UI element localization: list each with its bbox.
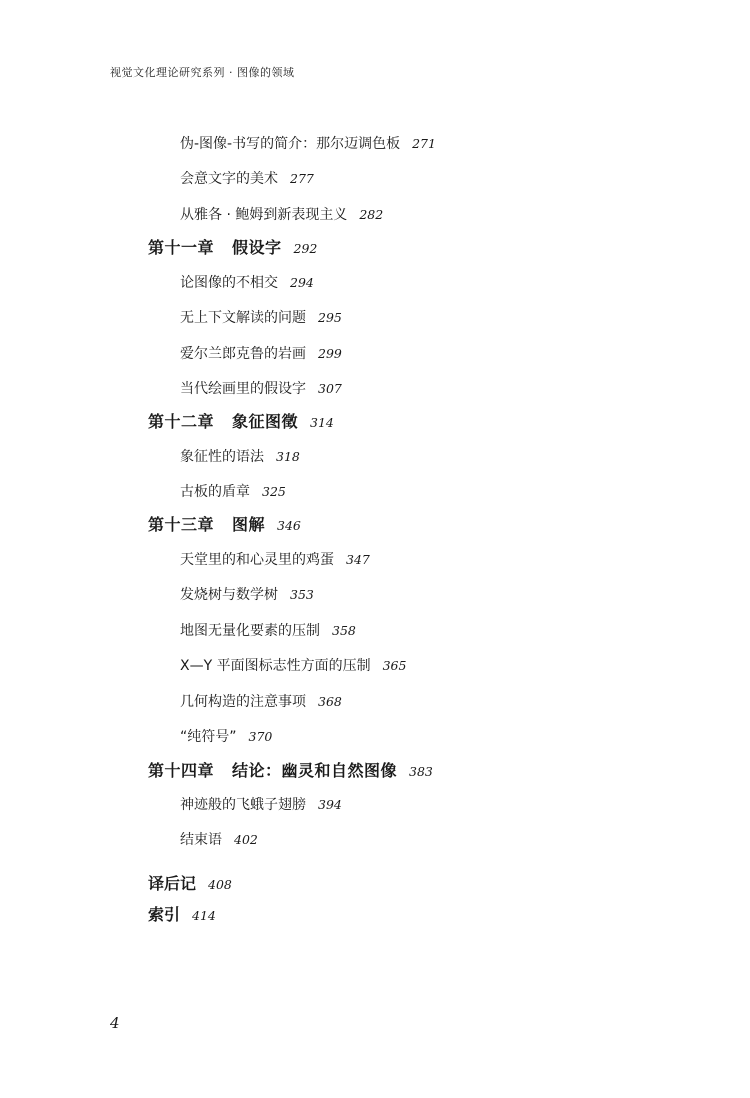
chapter-label: 第十三章: [148, 515, 215, 534]
toc-chapter: [148, 763, 433, 779]
toc-entry: [180, 553, 370, 567]
entry-title: 译后记: [148, 874, 197, 893]
chapter-label: 第十四章: [148, 761, 215, 780]
toc-chapter: [148, 517, 301, 533]
toc-entry: [180, 382, 342, 396]
toc-backmatter: [148, 876, 232, 892]
entry-page: 394: [318, 797, 342, 812]
entry-page: 408: [208, 877, 232, 892]
toc-entry: [180, 659, 406, 673]
toc-entry: [180, 485, 286, 499]
entry-title: 天堂里的和心灵里的鸡蛋: [180, 552, 334, 568]
chapter-label: 第十二章: [148, 412, 215, 431]
entry-title: 会意文字的美术: [180, 171, 278, 187]
entry-page: 346: [277, 518, 301, 533]
entry-title: 神迹般的飞蛾子翅膀: [180, 797, 306, 813]
entry-title: 爱尔兰郎克鲁的岩画: [180, 346, 306, 362]
entry-page: 347: [346, 552, 370, 567]
toc-entry: [180, 347, 342, 361]
chapter-title: 结论：幽灵和自然图像: [232, 761, 398, 780]
entry-title: X—Y 平面图标志性方面的压制: [180, 658, 371, 674]
toc-entry: [180, 276, 314, 290]
entry-title: 发烧树与数学树: [180, 587, 278, 603]
entry-page: 299: [318, 346, 342, 361]
entry-page: 325: [262, 484, 286, 499]
toc-entry: [180, 311, 342, 325]
entry-title: 古板的盾章: [180, 484, 250, 500]
entry-title: 无上下文解读的问题: [180, 310, 306, 326]
toc-chapter: [148, 240, 317, 256]
toc-chapter: [148, 414, 334, 430]
toc-entry: [180, 588, 314, 602]
entry-title: 论图像的不相交: [180, 275, 278, 291]
entry-page: 271: [412, 136, 436, 151]
toc-entry: [180, 695, 342, 709]
toc-backmatter: [148, 907, 216, 923]
toc-entry: [180, 172, 314, 186]
entry-page: 282: [359, 207, 384, 222]
chapter-title: 假设字: [232, 238, 282, 257]
toc-entry: [180, 833, 258, 847]
entry-page: 365: [382, 658, 407, 673]
entry-title: 象征性的语法: [180, 449, 264, 465]
toc-entry: [180, 624, 356, 638]
entry-page: 294: [290, 275, 314, 290]
entry-title: 从雅各 · 鲍姆到新表现主义: [180, 207, 348, 223]
entry-title: 索引: [148, 905, 181, 924]
entry-title: 几何构造的注意事项: [180, 694, 306, 710]
entry-page: 314: [310, 415, 334, 430]
chapter-label: 第十一章: [148, 238, 215, 257]
entry-page: 358: [332, 623, 356, 638]
toc-entry: [180, 730, 272, 744]
entry-page: 295: [318, 310, 342, 325]
toc-entry: [180, 450, 300, 464]
entry-page: 307: [318, 381, 342, 396]
page-number: 4: [110, 1014, 120, 1032]
entry-title: 伪-图像-书写的简介：那尔迈调色板: [180, 136, 401, 152]
entry-page: 402: [234, 832, 258, 847]
entry-page: 353: [290, 587, 314, 602]
entry-title: 地图无量化要素的压制: [180, 623, 320, 639]
running-head: 视觉文化理论研究系列 · 图像的领域: [110, 66, 295, 79]
entry-page: 368: [318, 694, 342, 709]
entry-title: 结束语: [180, 832, 222, 848]
entry-page: 414: [192, 908, 216, 923]
entry-page: 370: [248, 729, 273, 744]
entry-title: “纯符号”: [180, 729, 237, 745]
toc-entry: [180, 208, 383, 222]
chapter-title: 图解: [232, 515, 266, 534]
entry-page: 318: [276, 449, 300, 464]
toc-entry: [180, 137, 436, 151]
toc-entry: [180, 798, 342, 812]
entry-page: 383: [409, 764, 433, 779]
entry-page: 292: [293, 241, 318, 256]
chapter-title: 象征图徵: [232, 412, 299, 431]
entry-title: 当代绘画里的假设字: [180, 381, 306, 397]
entry-page: 277: [290, 171, 314, 186]
